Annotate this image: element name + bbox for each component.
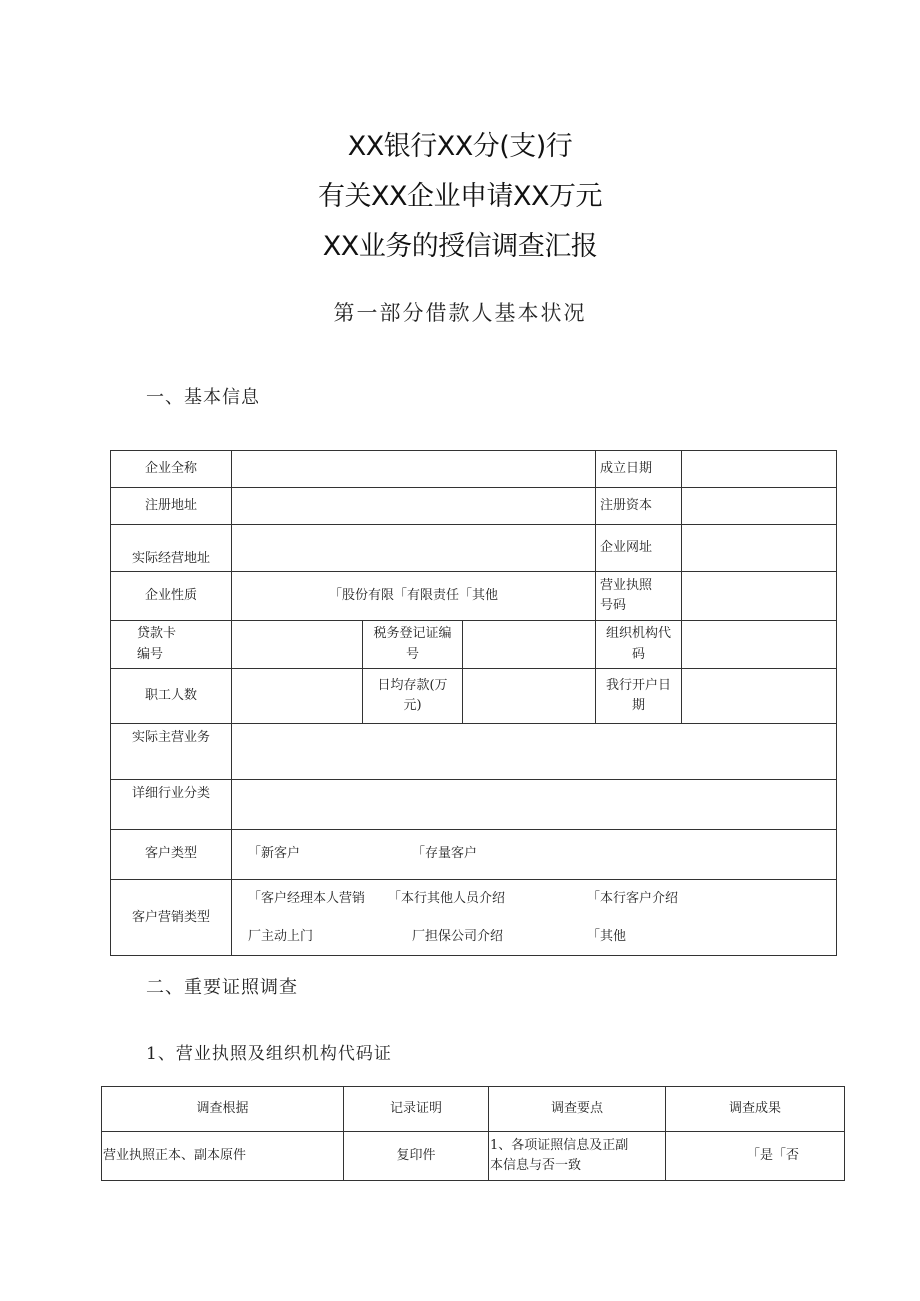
established-date-value xyxy=(682,451,837,488)
header-basis: 调查根据 xyxy=(102,1087,344,1132)
tax-registration-value xyxy=(463,621,596,669)
points-line-1: 1、各项证照信息及正副 xyxy=(490,1137,629,1153)
label-main-business: 实际主营业务 xyxy=(111,724,232,780)
header-points: 调查要点 xyxy=(489,1087,666,1132)
employees-value xyxy=(232,669,363,724)
tax-reg-line-1: 税务登记证编 xyxy=(373,626,452,642)
label-loan-card xyxy=(111,621,232,669)
company-website-value xyxy=(682,525,837,572)
cell-proof: 复印件 xyxy=(344,1132,489,1181)
cell-points xyxy=(489,1132,666,1181)
label-company-name: 企业全称 xyxy=(111,451,232,488)
option-other[interactable]: 「其他 xyxy=(587,928,627,944)
org-code-line-1: 组织机构代 xyxy=(605,626,671,642)
account-date-line-1: 我行开户日 xyxy=(605,677,671,693)
avg-deposit-line-2: 元) xyxy=(403,698,422,713)
part-subtitle: 第一部分借款人基本状况 xyxy=(333,301,587,325)
option-new-customer[interactable]: 「新客户 xyxy=(248,846,301,862)
option-other-staff[interactable]: 「本行其他人员介绍 xyxy=(388,891,506,906)
label-employees: 职工人数 xyxy=(111,669,232,724)
option-guarantee-company[interactable]: 厂担保公司介绍 xyxy=(412,928,504,944)
label-company-nature: 企业性质 xyxy=(111,572,232,621)
license-label-line-1: 营业执照 xyxy=(600,577,653,593)
label-tax-registration xyxy=(363,621,463,669)
report-title-line-1: XX银行XX分(支)行 xyxy=(347,131,573,162)
option-walk-in[interactable]: 厂主动上门 xyxy=(248,928,314,944)
loan-card-line-2: 编号 xyxy=(137,646,164,662)
option-existing-customer[interactable]: 「存量客户 xyxy=(412,846,478,862)
tax-reg-line-2: 号 xyxy=(405,646,419,662)
company-name-value xyxy=(232,451,596,488)
cell-basis: 营业执照正本、副本原件 xyxy=(102,1132,344,1181)
main-business-value xyxy=(232,724,837,780)
actual-address-value xyxy=(232,525,596,572)
section-heading-basic-info: 一、基本信息 xyxy=(146,387,260,408)
org-code-value xyxy=(682,621,837,669)
subsection-heading-license: 1、营业执照及组织机构代码证 xyxy=(146,1044,392,1064)
option-customer-referral[interactable]: 「本行客户介绍 xyxy=(587,891,679,906)
label-license-number xyxy=(596,572,682,621)
points-line-2: 本信息与否一致 xyxy=(490,1158,582,1173)
label-actual-address: 实际经营地址 xyxy=(111,525,232,572)
report-title-line-3: XX业务的授信调查汇报 xyxy=(322,231,598,262)
account-date-line-2: 期 xyxy=(631,698,645,713)
registered-capital-value xyxy=(682,488,837,525)
label-registered-capital: 注册资本 xyxy=(596,488,682,525)
industry-value xyxy=(232,780,837,830)
label-org-code xyxy=(596,621,682,669)
basic-info-table xyxy=(110,450,837,956)
loan-card-line-1: 贷款卡 xyxy=(137,626,177,642)
loan-card-value xyxy=(232,621,363,669)
org-code-line-2: 码 xyxy=(631,646,645,662)
certificate-check-table xyxy=(101,1086,845,1181)
header-proof: 记录证明 xyxy=(344,1087,489,1132)
marketing-type-options xyxy=(232,880,837,956)
report-title-line-2: 有关XX企业申请XX万元 xyxy=(318,181,602,212)
header-result: 调查成果 xyxy=(666,1087,845,1132)
label-registered-address: 注册地址 xyxy=(111,488,232,525)
label-marketing-type: 客户营销类型 xyxy=(111,880,232,956)
license-number-value xyxy=(682,572,837,621)
label-account-date xyxy=(596,669,682,724)
cell-result-options[interactable]: 「是「否 xyxy=(666,1132,845,1181)
license-label-line-2: 号码 xyxy=(600,598,627,613)
label-industry: 详细行业分类 xyxy=(111,780,232,830)
label-avg-deposit xyxy=(363,669,463,724)
avg-deposit-value xyxy=(463,669,596,724)
account-date-value xyxy=(682,669,837,724)
label-company-website: 企业网址 xyxy=(596,525,682,572)
label-established-date: 成立日期 xyxy=(596,451,682,488)
customer-type-options xyxy=(232,830,837,880)
avg-deposit-line-1: 日均存款(万 xyxy=(377,677,448,693)
option-manager-self[interactable]: 「客户经理本人营销 xyxy=(248,891,366,906)
label-customer-type: 客户类型 xyxy=(111,830,232,880)
company-nature-options[interactable]: 「股份有限「有限责任「其他 xyxy=(232,572,596,621)
section-heading-certificates: 二、重要证照调查 xyxy=(146,977,298,998)
registered-address-value xyxy=(232,488,596,525)
